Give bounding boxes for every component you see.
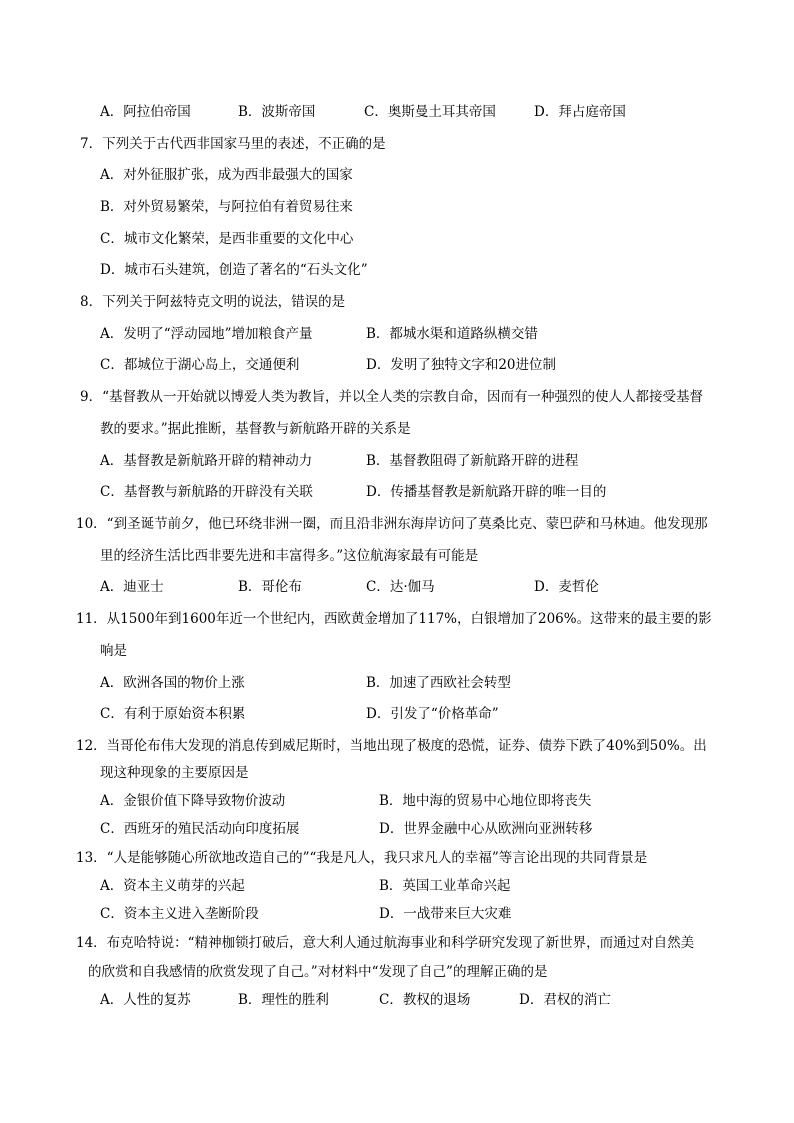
q10-option-b: B．哥伦布	[238, 579, 302, 595]
q12-stem-line2: 现这种现象的主要原因是	[100, 765, 249, 781]
q6-option-a: A．阿拉伯帝国	[100, 104, 191, 120]
q11-stem-line2: 响是	[100, 643, 127, 659]
q6-option-b: B．波斯帝国	[238, 104, 316, 120]
q11-option-a: A．欧洲各国的物价上涨	[100, 675, 245, 691]
q11-stem-line1: 11．从1500年到1600年近一个世纪内，西欧黄金增加了117%，白银增加了206%。这带来的最主要的影	[76, 611, 712, 627]
q10-option-a: A．迪亚士	[100, 579, 164, 595]
q12-option-b: B．地中海的贸易中心地位即将丧失	[379, 793, 592, 809]
q10-option-c: C．达·伽马	[366, 579, 435, 595]
q6-option-d: D．拜占庭帝国	[534, 104, 626, 120]
q11-option-d: D．引发了“价格革命”	[366, 706, 499, 722]
q8-option-b: B．都城水渠和道路纵横交错	[366, 326, 538, 342]
q9-stem-line2: 教的要求。”据此推断，基督教与新航路开辟的关系是	[100, 421, 411, 437]
q9-option-c: C．基督教与新航路的开辟没有关联	[100, 484, 313, 500]
q10-stem-line2: 里的经济生活比西非要先进和丰富得多。”这位航海家最有可能是	[100, 548, 479, 564]
q14-option-a: A．人性的复苏	[100, 992, 191, 1008]
q12-stem-line1: 12．当哥伦布伟大发现的消息传到威尼斯时，当地出现了极度的恐慌，证券、债券下跌了40%到50%。出	[76, 738, 707, 754]
q13-option-d: D．一战带来巨大灾难	[379, 906, 512, 922]
q14-stem-line1: 14．布克哈特说：“精神枷锁打破后，意大利人通过航海事业和科学研究发现了新世界，而通过对自然美	[76, 935, 695, 951]
q9-option-b: B．基督教阻碍了新航路开辟的进程	[366, 453, 579, 469]
q7-option-b: B．对外贸易繁荣，与阿拉伯有着贸易往来	[100, 199, 353, 215]
q8-option-c: C．都城位于湖心岛上，交通便利	[100, 357, 300, 373]
q14-option-d: D．君权的消亡	[519, 992, 611, 1008]
q10-option-d: D．麦哲伦	[534, 579, 599, 595]
q13-stem: 13．“人是能够随心所欲地改造自己的”“我是凡人，我只求凡人的幸福”等言论出现的共同背景是	[76, 850, 648, 866]
q8-option-d: D．发明了独特文字和20进位制	[366, 357, 557, 373]
q12-option-d: D．世界金融中心从欧洲向亚洲转移	[379, 821, 593, 837]
q7-stem: 7．下列关于古代西非国家马里的表述，不正确的是	[80, 136, 386, 152]
q14-option-b: B．理性的胜利	[238, 992, 329, 1008]
q7-option-d: D．城市石头建筑，创造了著名的“石头文化”	[100, 262, 368, 278]
q7-option-c: C．城市文化繁荣，是西非重要的文化中心	[100, 231, 354, 247]
q9-option-a: A．基督教是新航路开辟的精神动力	[100, 453, 313, 469]
q8-stem: 8．下列关于阿兹特克文明的说法，错误的是	[80, 294, 346, 310]
q11-option-c: C．有利于原始资本积累	[100, 706, 246, 722]
q6-option-c: C．奥斯曼土耳其帝国	[364, 104, 496, 120]
q9-stem-line1: 9．“基督教从一开始就以博爱人类为教旨，并以全人类的宗教自命，因而有一种强烈的使人人都接受基督	[80, 389, 703, 405]
q8-option-a: A．发明了“浮动园地”增加粮食产量	[100, 326, 313, 342]
q12-option-c: C．西班牙的殖民活动向印度拓展	[100, 821, 300, 837]
q10-stem-line1: 10．“到圣诞节前夕，他已环绕非洲一圈，而且沿非洲东海岸访问了莫桑比克、蒙巴萨和马林迪。他发现那	[76, 516, 708, 532]
q13-option-b: B．英国工业革命兴起	[379, 878, 511, 894]
q12-option-a: A．金银价值下降导致物价波动	[100, 793, 286, 809]
q14-stem-line2: 的欣赏和自我感情的欣赏发现了自己。”对材料中“发现了自己”的理解正确的是	[88, 964, 548, 980]
q13-option-c: C．资本主义进入垄断阶段	[100, 906, 259, 922]
q11-option-b: B．加速了西欧社会转型	[366, 675, 511, 691]
q7-option-a: A．对外征服扩张，成为西非最强大的国家	[100, 167, 353, 183]
q13-option-a: A．资本主义萌芽的兴起	[100, 878, 245, 894]
q14-option-c: C．教权的退场	[379, 992, 471, 1008]
q9-option-d: D．传播基督教是新航路开辟的唯一目的	[366, 484, 607, 500]
